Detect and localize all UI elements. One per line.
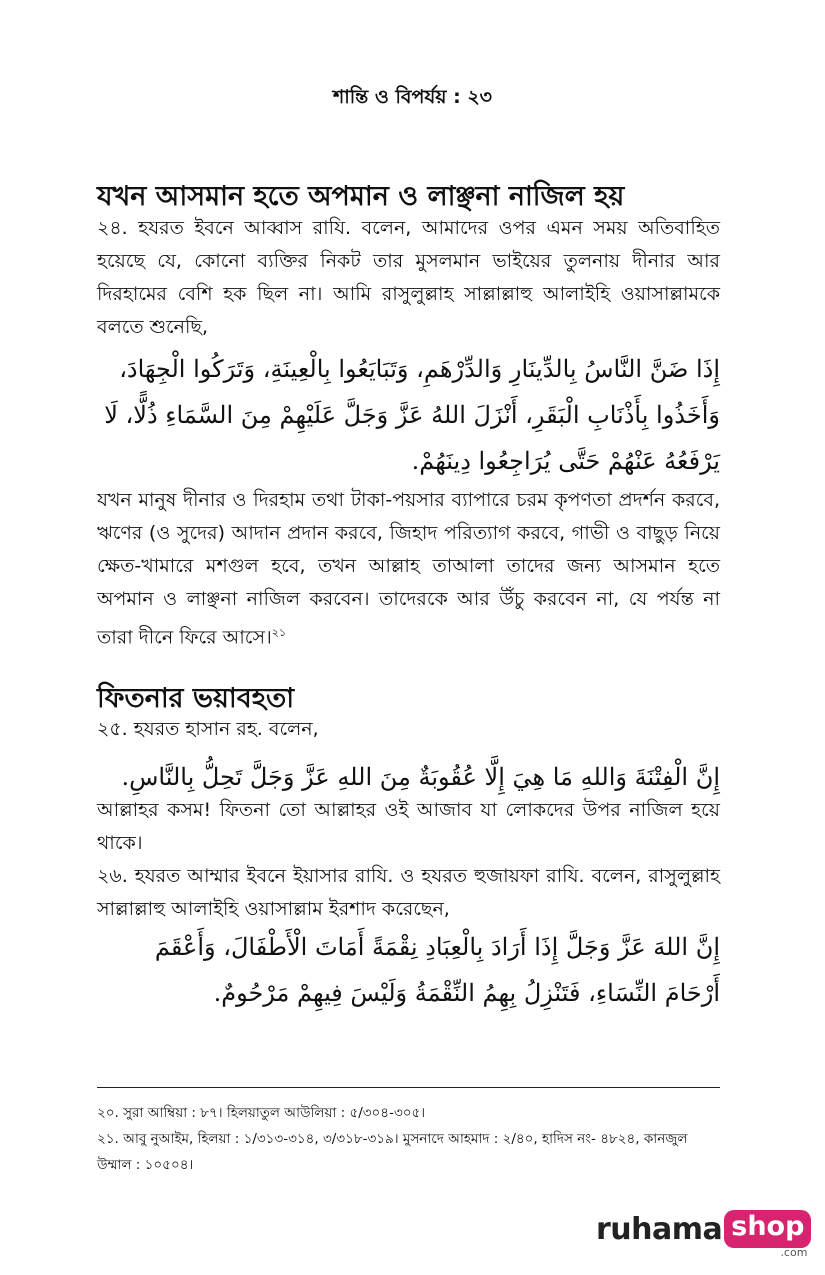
translation-text: যখন মানুষ দীনার ও দিরহাম তথা টাকা-পয়সার ব্যাপারে চরম কৃপণতা প্রদর্শন করবে, ঋণের (ও সুদের) আদান প্রদান করবে, জিহাদ পরিত্যাগ করবে, গাভী ও বাছুড় নিয়ে ক্ষেত-খামারে মশগুল হবে, তখন আল্লাহ তাআলা তাদের জন্য আসমান হতে অপমান ও লাঞ্ছনা নাজিল করবেন। তাদেরকে আর উঁচু করবেন না, যে পর্যন্ত না তারা দীনে ফিরে আসে। bbox=[97, 489, 720, 649]
footnote-divider bbox=[97, 1087, 720, 1088]
hadith-24-intro: ২৪. হযরত ইবনে আব্বাস রাযি. বলেন, আমাদের ওপর এমন সময় অতিবাহিত হয়েছে যে, কোনো ব্যক্তির নিকট তার মুসলমান ভাইয়ের তুলনায় দীনার আর দিরহামের বেশি হক ছিল না। আমি রাসুলুল্লাহ সাল্লাল্লাহু আলাইহি ওয়াসাল্লামকে বলতে শুনেছি, bbox=[97, 217, 720, 338]
footnote-21: ২১. আবু নুআইম, হিলয়া : ১/৩১৩-৩১৪, ৩/৩১৮-৩১৯। মুসনাদে আহমাদ : ২/৪০, হাদিস নং- ৪৮২৪, কানজুল উম্মাল : ১০৫০৪। bbox=[97, 1131, 688, 1173]
hadith-26-intro: ২৬. হযরত আম্মার ইবনে ইয়াসার রাযি. ও হযরত হুজায়ফা রাযি. বলেন, রাসুলুল্লাহ সাল্লাল্লাহু আলাইহি ওয়াসাল্লাম ইরশাদ করেছেন, bbox=[97, 865, 720, 920]
arabic-hadith-26: إِنَّ اللهَ عَزَّ وَجَلَّ إِذَا أَرَادَ بِالْعِبَادِ نِقْمَةً أَمَاتَ الْأَطْفَالَ، وَأَعْقَمَ أَرْحَامَ النِّسَاءِ، فَتَنْزِلُ بِهِمُ النِّقْمَةُ وَلَيْسَ فِيهِمْ مَرْحُومٌ. bbox=[154, 933, 720, 1007]
hadith-25-intro: ২৫. হযরত হাসান রহ. বলেন, bbox=[97, 718, 319, 740]
logo-text-shop: shop bbox=[724, 1210, 811, 1248]
footnote-20: ২০. সুরা আম্বিয়া : ৮৭। হিলয়াতুল আউলিয়া : ৫/৩০৪-৩০৫। bbox=[97, 1105, 426, 1121]
arabic-hadith-25: إِنَّ الْفِتْنَةَ وَاللهِ مَا هِيَ إِلَّا عُقُوبَةٌ مِنَ اللهِ عَزَّ وَجَلَّ تَحِلُّ بِالنَّاسِ. bbox=[121, 763, 720, 791]
logo-text-com: .com bbox=[780, 1246, 808, 1259]
arabic-hadith-24: إِذَا ضَنَّ النَّاسُ بِالدِّينَارِ وَالدِّرْهَمِ، وَتَبَايَعُوا بِالْعِينَةِ، وَتَرَكُوا الْجِهَادَ، وَأَخَذُوا بِأَذْنَابِ الْبَقَرِ، أَنْزَلَ اللهُ عَزَّ وَجَلَّ عَلَيْهِمْ مِنَ السَّمَاءِ ذُلًّا، لَا يَرْفَعُهُ عَنْهُمْ حَتَّى يُرَاجِعُوا دِينَهُمْ. bbox=[104, 355, 720, 475]
running-head: শান্তি ও বিপর্যয় : ২৩ bbox=[332, 86, 493, 108]
footnote-ref-21[interactable]: ২১ bbox=[271, 626, 287, 639]
hadith-24-translation bbox=[97, 484, 720, 654]
section-heading-fitna: ফিতনার ভয়াবহতা bbox=[97, 683, 295, 714]
hadith-25-translation: আল্লাহর কসম! ফিতনা তো আল্লাহর ওই আজাব যা লোকদের উপর নাজিল হয়ে থাকে। bbox=[97, 799, 720, 854]
logo-shop-badge bbox=[724, 1210, 811, 1259]
logo-text-ruhama: ruhama bbox=[596, 1211, 723, 1247]
ruhamashop-logo bbox=[596, 1209, 811, 1259]
section-heading-humiliation: যখন আসমান হতে অপমান ও লাঞ্ছনা নাজিল হয় bbox=[97, 181, 625, 212]
